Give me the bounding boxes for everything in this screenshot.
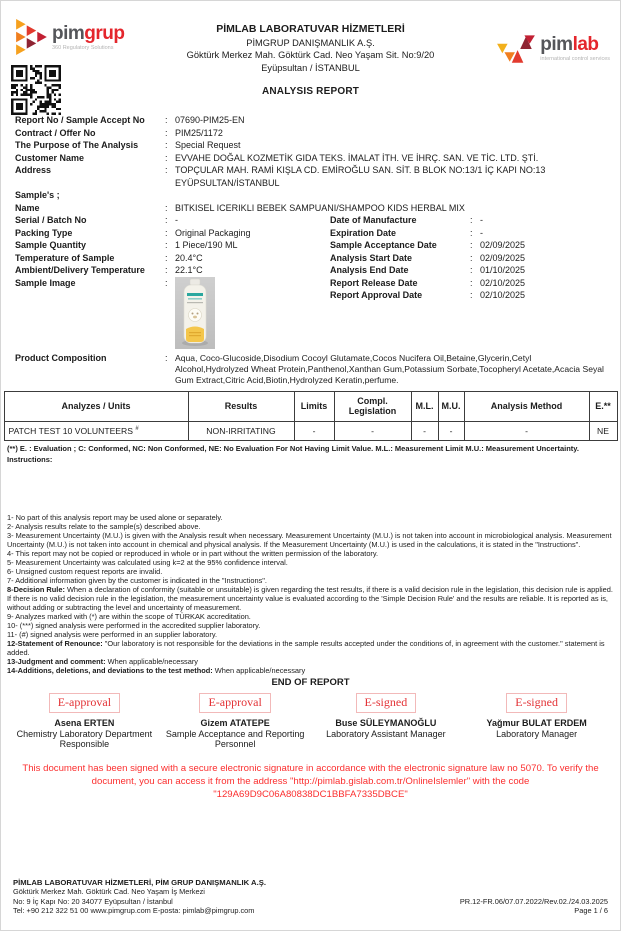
info-pair-row <box>330 277 606 290</box>
field-label: Report No / Sample Accept No <box>15 115 145 125</box>
field-value: - <box>480 215 483 225</box>
signer-title: Laboratory Manager <box>496 728 578 739</box>
field-value: Original Packaging <box>175 227 251 238</box>
colon <box>165 227 175 240</box>
instruction-note: 11- (#) signed analysis were performed in an supplier laboratory. <box>7 629 218 639</box>
field-label: Date of Manufacture <box>330 215 417 225</box>
colon <box>165 264 175 277</box>
pimlab-logo-icon <box>495 29 537 67</box>
column-header: E.** <box>589 391 617 421</box>
field-label: Report Approval Date <box>330 290 423 300</box>
result-cell: - <box>464 421 589 440</box>
footer-page-number: Page 1 / 6 <box>574 906 608 916</box>
signature-block <box>311 693 462 750</box>
info-row <box>15 139 606 152</box>
info-row <box>15 202 606 215</box>
company-subtitle: PİMGRUP DANIŞMANLIK A.Ş. <box>246 37 375 48</box>
report-title: ANALYSIS REPORT <box>261 85 360 97</box>
footer-address2: No: 9 İç Kapı No: 20 34077 Eyüpsultan / İstanbul <box>13 896 173 906</box>
signer-name: Buse SÜLEYMANOĞLU <box>335 717 437 728</box>
field-label: The Purpose of The Analysis <box>15 140 139 150</box>
report-info-section <box>1 114 620 214</box>
instruction-note: 4- This report may not be copied or reproduced in whole or in part without the written permission of the laboratory. <box>7 548 379 558</box>
colon <box>165 252 175 265</box>
letterhead <box>143 19 478 97</box>
field-value: 01/10/2025 <box>480 265 526 275</box>
company-title: PİMLAB LABORATUVAR HİZMETLERİ <box>216 23 405 35</box>
results-table <box>4 391 618 441</box>
instruction-note: 7- Additional information given by the customer is indicated in the "Instructions". <box>7 575 267 585</box>
signer-title: Laboratory Assistant Manager <box>326 728 446 739</box>
instruction-note: 1- No part of this analysis report may be used alone or separately. <box>7 512 223 522</box>
field-label: Sample Image <box>15 277 76 288</box>
field-label: Analysis Start Date <box>330 252 413 263</box>
results-table-header <box>4 391 617 421</box>
logo-text-pim: pim <box>52 22 85 44</box>
field-label: Sample's ; <box>15 190 60 200</box>
field-label: Temperature of Sample <box>15 252 115 263</box>
info-row <box>15 164 606 189</box>
sample-dates-section <box>1 214 620 277</box>
instruction-note: 13-Judgment and comment: When applicable/necessary <box>7 656 198 666</box>
logo-text-lab: lab <box>572 33 599 55</box>
e-signature-badge: E-signed <box>356 693 417 713</box>
field-label: Address <box>15 165 52 175</box>
signature-block <box>160 693 311 750</box>
instruction-note: 8-Decision Rule: When a declaration of conformity (suitable or unsuitable) is given regarding the test results, if there is a valid decision rule in the legislation, this decision rule is applied. If there is no valid decision rule in the legislation, the measurement uncertainty value is evaluated according to the 'Simple Decision Rule' and the results are reliable. It is reported as is, without adding or subtracting the level and uncertainty of measurement. <box>7 584 613 612</box>
logo-tagline: 360 Regulatory Solutions <box>52 44 114 51</box>
instruction-note: 9- Analyzes marked with (*) are within the scope of TÜRKAK accreditation. <box>7 611 251 621</box>
signature-block <box>461 693 612 750</box>
analyte-cell: PATCH TEST 10 VOLUNTEERS # <box>4 421 188 440</box>
footer-doc-ref: PR.12-FR.06/07.07.2022/Rev.02./24.03.2025 <box>459 896 608 906</box>
shampoo-bottle-photo <box>175 277 215 349</box>
field-value: 02/09/2025 <box>480 240 526 250</box>
info-pair-row <box>15 239 606 252</box>
colon <box>470 214 480 227</box>
sample-photo <box>175 277 330 349</box>
colon <box>470 239 480 252</box>
column-header: Compl. Legislation <box>334 391 411 421</box>
info-pair-row <box>15 264 606 277</box>
report-dates-column <box>330 277 606 302</box>
field-value: BITKISEL ICERIKLI BEBEK SAMPUANI/SHAMPOO KIDS HERBAL MIX <box>175 202 465 213</box>
field-label: Packing Type <box>15 227 73 238</box>
page-footer <box>13 878 608 916</box>
colon <box>165 202 175 215</box>
signer-name: Gizem ATATEPE <box>200 717 270 728</box>
pimgrup-logo-icon <box>15 19 49 55</box>
product-composition-value: Aqua, Coco-Glucoside,Disodium Cocoyl Glutamate,Cocos Nucifera Oil,Betaine,Glycerin,Cetyl Alcohol,Hydrolyzed Wheat Protein,Panthenol,Xanthan Gum,Potassium Sorbate,Tocopheryl Acetate,Acacia Seyal Gum Extract,Citric Acid,Biotin,Hydrolyzed Keratin,perfume. <box>175 352 604 385</box>
result-cell: - <box>334 421 411 440</box>
product-composition-row <box>15 353 606 386</box>
column-header: Analysis Method <box>464 391 589 421</box>
info-row <box>15 189 606 202</box>
instruction-note: 10- (***) signed analysis were performed in the accredited supplier laboratory. <box>7 620 261 630</box>
colon <box>470 264 480 277</box>
result-cell: NON-IRRITATING <box>188 421 294 440</box>
field-value: 02/10/2025 <box>480 277 526 288</box>
field-value: 22.1°C <box>175 265 203 275</box>
qr-code-icon <box>11 65 61 115</box>
instruction-note: 12-Statement of Renounce: "Our laboratory is not responsible for the deviations in the sample results accepted under the conditions of, in agreement with the customer." statement is added. <box>7 638 605 657</box>
field-label: Product Composition <box>15 352 107 363</box>
colon <box>165 127 175 140</box>
colon <box>165 239 175 252</box>
company-address: Göktürk Merkez Mah. Göktürk Cad. Neo Yaşam Sit. No:9/20 <box>186 50 435 60</box>
field-label: Report Release Date <box>330 277 418 288</box>
e-signature-badge: E-approval <box>49 693 120 713</box>
signer-title: Sample Acceptance and Reporting Personnel <box>165 728 305 749</box>
colon <box>165 114 175 127</box>
info-row <box>15 114 606 127</box>
instructions-label: Instructions: <box>7 454 53 464</box>
field-label: Serial / Batch No <box>15 215 87 225</box>
field-value: 02/09/2025 <box>480 252 526 263</box>
colon <box>165 353 175 364</box>
signer-name: Asena ERTEN <box>54 717 115 728</box>
logo-text-pim: pim <box>540 33 573 55</box>
footer-address1: Göktürk Merkez Mah. Göktürk Cad. Neo Yaşam İş Merkezi <box>13 887 205 897</box>
field-value: 1 Piece/190 ML <box>175 240 238 250</box>
field-label: Sample Acceptance Date <box>330 240 437 250</box>
e-signature-badge: E-approval <box>199 693 270 713</box>
instruction-note: 6- Unsigned custom request reports are invalid. <box>7 566 163 576</box>
signer-title: Chemistry Laboratory Department Responsible <box>16 728 153 749</box>
field-label: Contract / Offer No <box>15 127 96 138</box>
field-value: 07690-PIM25-EN <box>175 115 245 125</box>
report-notes <box>7 513 614 675</box>
pimlab-logo <box>478 19 610 94</box>
result-cell: - <box>294 421 334 440</box>
instruction-note: 14-Additions, deletions, and deviations to the test method: When applicable/necessary <box>7 665 306 675</box>
end-of-report-label: END OF REPORT <box>271 676 350 688</box>
info-row <box>15 152 606 165</box>
info-row <box>15 127 606 140</box>
field-value: EVVAHE DOĞAL KOZMETİK GIDA TEKS. İMALAT İTH. VE İHRÇ. SAN. VE TİC. LTD. ŞTİ. <box>175 152 539 163</box>
column-header: Analyzes / Units <box>4 391 188 421</box>
colon <box>165 277 175 290</box>
field-value: 02/10/2025 <box>480 290 526 300</box>
colon <box>470 252 480 265</box>
logo-tagline: international control services <box>540 55 610 62</box>
result-cell: NE <box>589 421 617 440</box>
footer-company: PİMLAB LABORATUVAR HİZMETLERİ, PİM GRUP DANIŞMANLIK A.Ş. <box>13 877 266 887</box>
colon <box>470 277 480 290</box>
colon <box>470 227 480 240</box>
column-header: Limits <box>294 391 334 421</box>
field-value: - <box>480 227 483 238</box>
field-label: Analysis End Date <box>330 265 409 275</box>
field-value: TOPÇULAR MAH. RAMİ KIŞLA CD. EMİROĞLU SAN. SİT. B BLOK NO:13/1 İÇ KAPI NO:13 EYÜPSULTAN/İSTANBUL <box>175 165 546 188</box>
instruction-note: 5- Measurement Uncertainty was calculated using k=2 at the 95% confidence interval. <box>7 557 288 567</box>
logo-text-grup: grup <box>84 22 125 44</box>
footer-contact: Tel: +90 212 322 51 00 www.pimgrup.com E-posta: pimlab@pimgrup.com <box>13 906 255 916</box>
signer-name: Yağmur BULAT ERDEM <box>486 717 587 728</box>
column-header: M.L. <box>411 391 438 421</box>
field-label: Expiration Date <box>330 227 397 238</box>
field-value: - <box>175 215 178 225</box>
table-footnote: (**) E. : Evaluation ; C: Conformed, NC: Non Conformed, NE: No Evaluation For Not Having Limit Value. M.L.: Measurement Limit M.U.: Measurement Uncertainty. <box>7 443 579 453</box>
colon <box>165 152 175 165</box>
e-signature-disclaimer: This document has been signed with a secure electronic signature in accordance with the electronic signature law no 5070. To verify the document, you can access it from the address "http://pimlab.gislab.com.tr/OnlineIslemler" with the code "129A69D9C06A80838DC1BBFA7335DBCE" <box>22 762 599 800</box>
sample-image-row <box>15 277 606 349</box>
column-header: Results <box>188 391 294 421</box>
column-header: M.U. <box>438 391 464 421</box>
e-signature-badge: E-signed <box>506 693 567 713</box>
instruction-note: 2- Analysis results relate to the sample(s) described above. <box>7 521 201 531</box>
info-pair-row <box>330 289 606 302</box>
field-value: 20.4°C <box>175 252 203 263</box>
table-row <box>4 421 617 440</box>
field-value: PIM25/1172 <box>175 127 223 138</box>
field-label: Ambient/Delivery Temperature <box>15 265 145 275</box>
result-cell: - <box>438 421 464 440</box>
field-label: Customer Name <box>15 152 85 163</box>
field-label: Sample Quantity <box>15 240 87 250</box>
signature-section <box>9 693 612 750</box>
report-header <box>1 1 620 97</box>
colon <box>165 214 175 227</box>
colon <box>165 164 175 189</box>
field-label: Name <box>15 202 40 213</box>
company-city: Eyüpsultan / İSTANBUL <box>261 62 360 73</box>
colon <box>470 289 480 302</box>
info-pair-row <box>15 214 606 227</box>
info-pair-row <box>15 227 606 240</box>
instruction-note: 3- Measurement Uncertainty (M.U.) is given with the Analysis result when necessary. Measurement Uncertainty (M.U.) is not taken into account in microbiological analysis. Measurement Uncertainty (M.U.) is not taken into account in chemical and physical analysis. If the Measurement Uncertainty (M.U.) is used in the calculations, it is stated in the "Instructions". <box>7 530 612 549</box>
colon <box>165 139 175 152</box>
field-value: Special Request <box>175 140 241 150</box>
result-cell: - <box>411 421 438 440</box>
info-pair-row <box>15 252 606 265</box>
signature-block <box>9 693 160 750</box>
